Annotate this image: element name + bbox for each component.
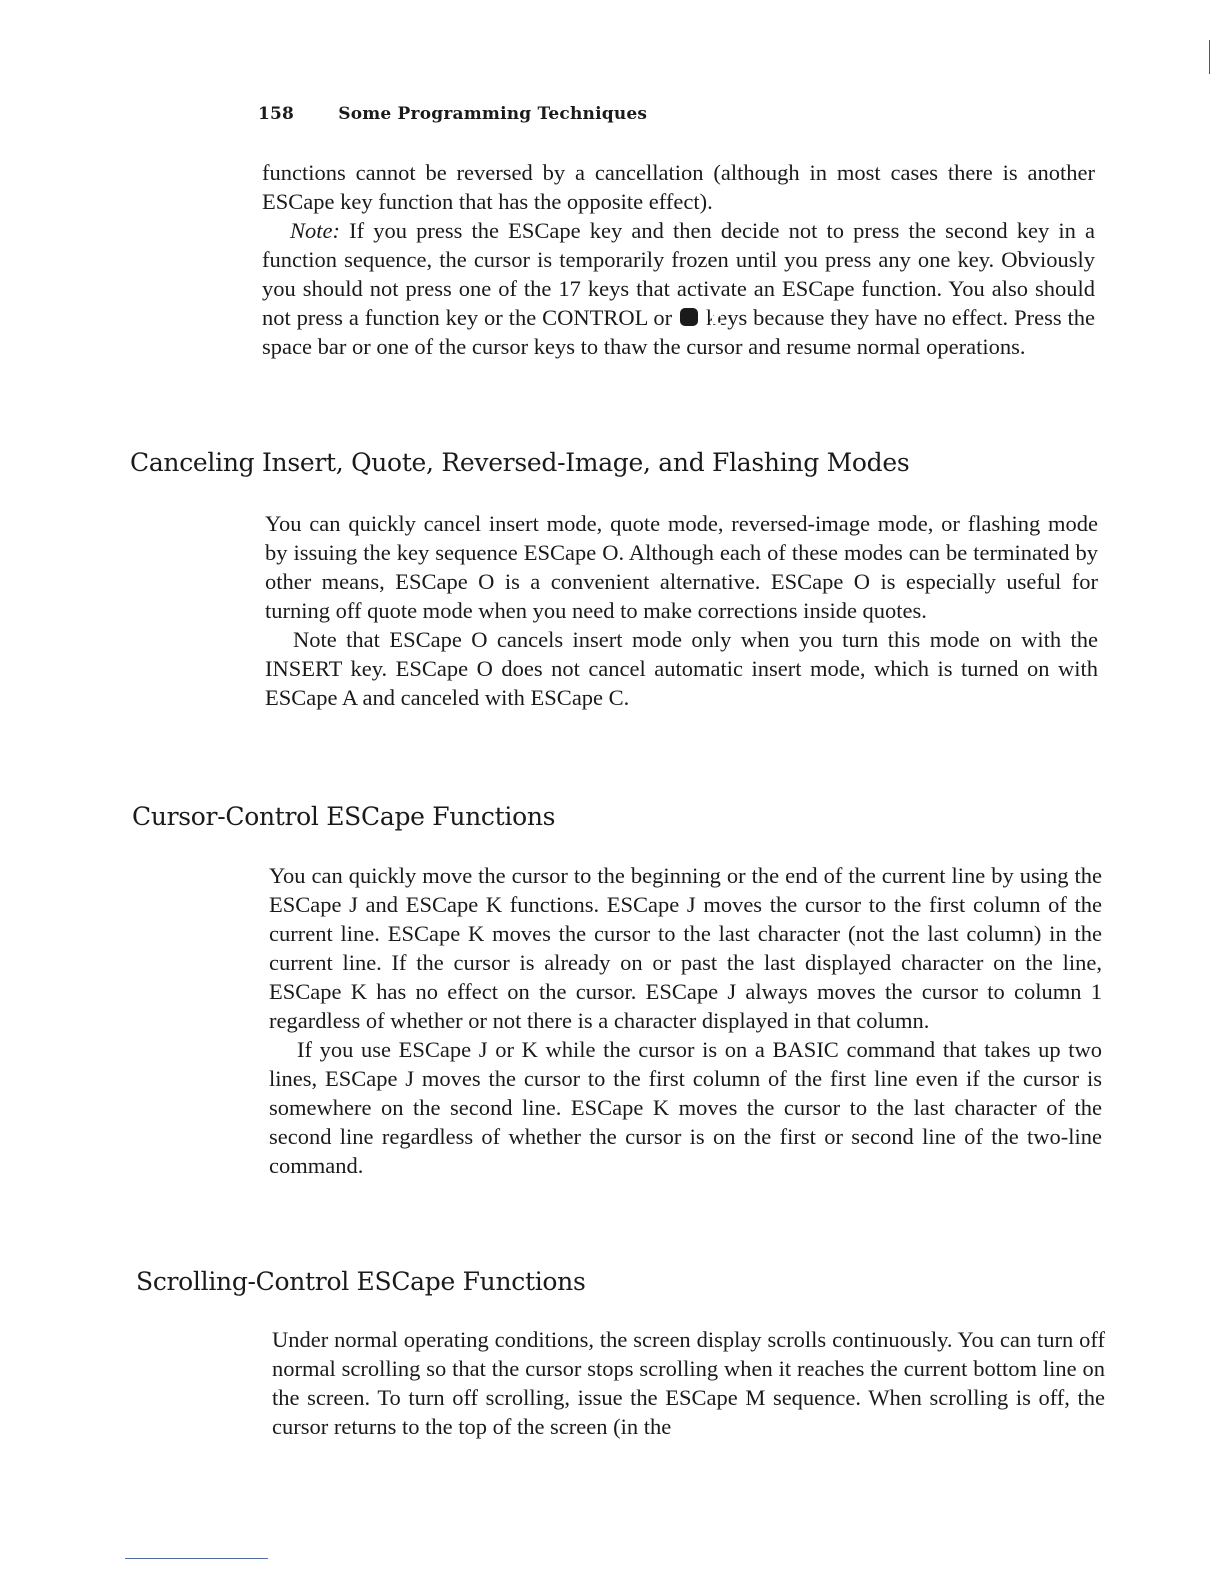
scan-edge-mark: [1209, 40, 1210, 74]
note-text-start: If you press the ESCape key and then decide not to press the second key in a function sequence, the cursor is temporarily frozen until you press any one key. Obviously you should not press one of the 17 keys that activate an ESCape function. You also should not press a function key or the CONTROL or: [262, 218, 1095, 330]
canceling-modes-paragraph-1: You can quickly cancel insert mode, quote mode, reversed-image mode, or flashing mode by issuing the key sequence ESCape O. Although each of these modes can be terminated by other means, ESCape O is a convenient alternative. ESCape O is especially useful for turning off quote mode when you need to make corrections inside quotes.: [265, 511, 1098, 623]
running-title: Some Programming Techniques: [338, 104, 648, 124]
scrolling-control-text-block: [272, 1325, 1105, 1441]
canceling-modes-paragraph-2: Note that ESCape O cancels insert mode only when you turn this mode on with the INSERT key. ESCape O does not cancel automatic insert mode, which is turned on with ESCape A and canceled with ESCape C.: [265, 627, 1098, 710]
section-heading-canceling-modes: Canceling Insert, Quote, Reversed-Image, and Flashing Modes: [130, 448, 910, 477]
cursor-control-paragraph-2: If you use ESCape J or K while the cursor is on a BASIC command that takes up two lines, ESCape J moves the cursor to the first column of the first line even if the cursor is somewhere on the second line. ESCape K moves the cursor to the last character of the second line regardless of whether the cursor is on the first or second line of the two-line command.: [269, 1037, 1102, 1178]
commodore-key-icon: [680, 308, 698, 326]
scrolling-control-paragraph-1: Under normal operating conditions, the screen display scrolls continuously. You can turn off normal scrolling so that the cursor stops scrolling when it reaches the current bottom line on the screen. To turn off scrolling, issue the ESCape M sequence. When scrolling is off, the cursor returns to the top of the screen (in the: [272, 1327, 1105, 1439]
note-text-end: keys because they have no effect. Press the space bar or one of the cursor keys to thaw the cursor and resume normal operations.: [262, 305, 1095, 359]
intro-paragraph: functions cannot be reversed by a cancellation (although in most cases there is another ESCape key function that has the opposite effect).: [262, 160, 1095, 214]
section-heading-cursor-control: Cursor-Control ESCape Functions: [132, 802, 556, 831]
note-paragraph: [262, 216, 1095, 361]
section-heading-scrolling-control: Scrolling-Control ESCape Functions: [136, 1267, 586, 1296]
running-header: [258, 104, 647, 124]
footer-rule: [125, 1558, 268, 1559]
intro-text-block: [262, 158, 1095, 361]
page-number: 158: [258, 104, 295, 124]
cursor-control-text-block: [269, 861, 1102, 1180]
note-label: Note:: [290, 218, 340, 243]
canceling-modes-text-block: [265, 509, 1098, 712]
cursor-control-paragraph-1: You can quickly move the cursor to the beginning or the end of the current line by using the ESCape J and ESCape K functions. ESCape J moves the cursor to the first column of the current line. ESCape K moves the cursor to the last character (not the last column) in the current line. If the cursor is already on or past the last displayed character on the line, ESCape K has no effect on the cursor. ESCape J always moves the cursor to column 1 regardless of whether or not there is a character displayed in that column.: [269, 863, 1102, 1033]
